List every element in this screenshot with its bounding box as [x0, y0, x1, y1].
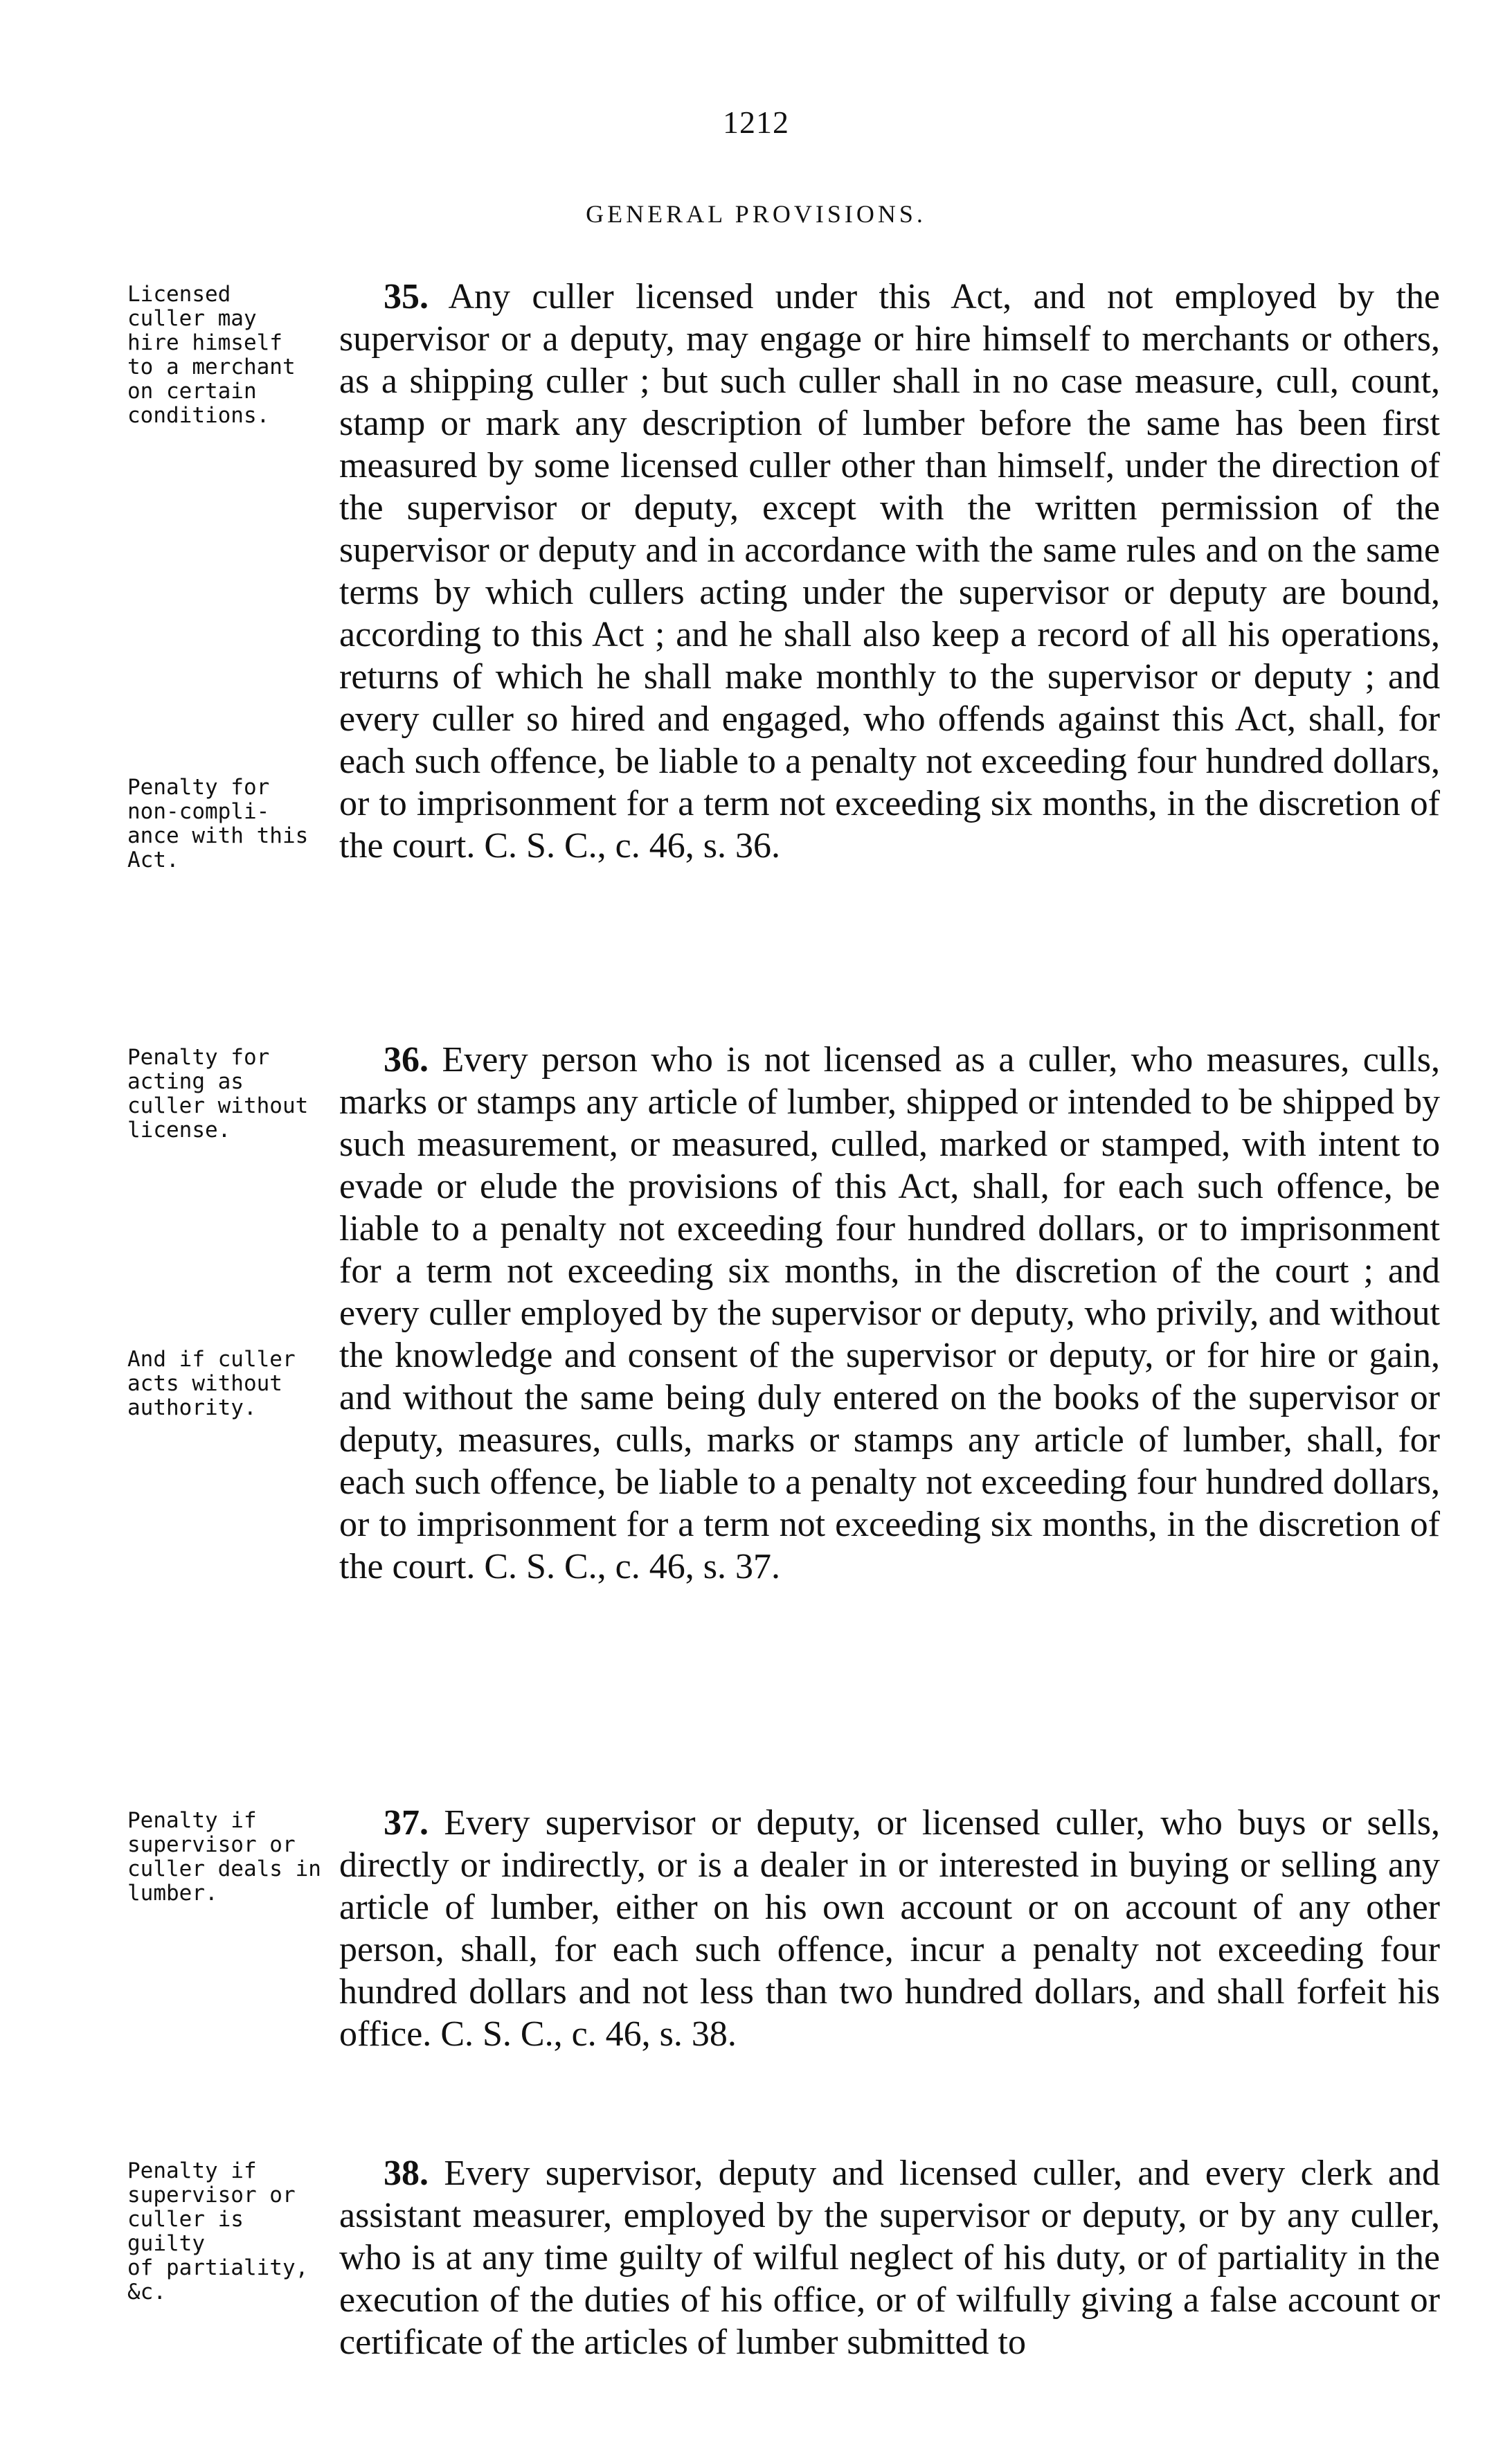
section-number: 37. [384, 1803, 429, 1843]
section-body: Every supervisor or deputy, or licensed culler, who buys or sells, directly or indirectly, or is a dealer in or interested in buying or selling any article of lumber, either on his own account or on account of any other person, shall, for each such offence, incur a penalty not exceeding four hundred dollars and not less than two hundred dollars, and shall forfeit his office. [339, 1803, 1441, 2054]
section-number: 38. [384, 2154, 429, 2193]
section-text [339, 276, 1440, 867]
section-body: Any culler licensed under this Act, and not employed by the supervisor or a deputy, may engage or hire himself to merchants or others, as a shipping culler ; but such culler shall in no case measure, cull, count, stamp or mark any description of lumber before the same has been first measured by some licensed culler other than himself, under the direction of the supervisor or deputy, except with the written permission of the supervisor or deputy and in accordance with the same rules and on the same terms by which cullers acting under the supervisor or deputy are bound, according to this Act ; and he shall also keep a record of all his operations, returns of which he shall make monthly to the supervisor or deputy ; and every culler so hired and engaged, who offends against this Act, shall, for each such offence, be liable to a penalty not exceeding four hundred dollars, or to imprisonment for a term not exceeding six months, in the discretion of the court. [339, 277, 1440, 866]
margin-note: Licensed culler may hire himself to a merchant on certain conditions. [127, 282, 296, 428]
margin-note: Penalty if supervisor or culler is guilty of partiality, &c. [127, 2158, 309, 2305]
margin-note: Penalty if supervisor or culler deals in lumber. [127, 1808, 321, 1906]
running-head: GENERAL PROVISIONS. [586, 200, 926, 228]
section-body: Every person who is not licensed as a culler, who measures, culls, marks or stamps any article of lumber, shipped or intended to be shipped by such measurement, or measured, culled, marked or stamped, with intent to evade or elude the provisions of this Act, shall, for each such offence, be liable to a penalty not exceeding four hundred dollars, or to imprisonment for a term not exceeding six months, in the discretion of the court ; and every culler employed by the supervisor or deputy, who privily, and without the knowledge and consent of the supervisor or deputy, or for hire or gain, and without the same being duly entered on the books of the supervisor or deputy, measures, culls, marks or stamps any article of lumber, shall, for each such offence, be liable to a penalty not exceeding four hundred dollars, or to imprisonment for a term not exceeding six months, in the discretion of the court. [339, 1040, 1441, 1586]
section-text [339, 1039, 1440, 1588]
statute-citation: C. S. C., c. 46, s. 38. [440, 2014, 737, 2054]
statute-citation: C. S. C., c. 46, s. 36. [484, 826, 780, 866]
margin-note: Penalty for acting as culler without license. [127, 1045, 309, 1143]
section-38 [127, 2152, 1443, 2429]
page-number: 1212 [723, 105, 789, 140]
statute-citation: C. S. C., c. 46, s. 37. [484, 1547, 780, 1586]
section-body: Every supervisor, deputy and licensed culler, and every clerk and assistant measurer, employed by the supervisor or deputy, or by any culler, who is at any time guilty of wilful neglect of his duty, or of partiality in the execution of the duties of his office, or of wilfully giving a false account or certificate of the articles of lumber submitted to [339, 2154, 1441, 2362]
section-number: 36. [384, 1040, 429, 1080]
section-text [339, 1802, 1440, 2055]
section-37 [127, 1802, 1443, 2120]
margin-note: And if culler acts without authority. [127, 1347, 296, 1420]
section-number: 35. [384, 277, 429, 316]
section-35 [127, 276, 1443, 996]
section-text [339, 2152, 1440, 2363]
margin-note: Penalty for non-compli- ance with this Act. [127, 775, 309, 872]
section-36 [127, 1039, 1443, 1773]
